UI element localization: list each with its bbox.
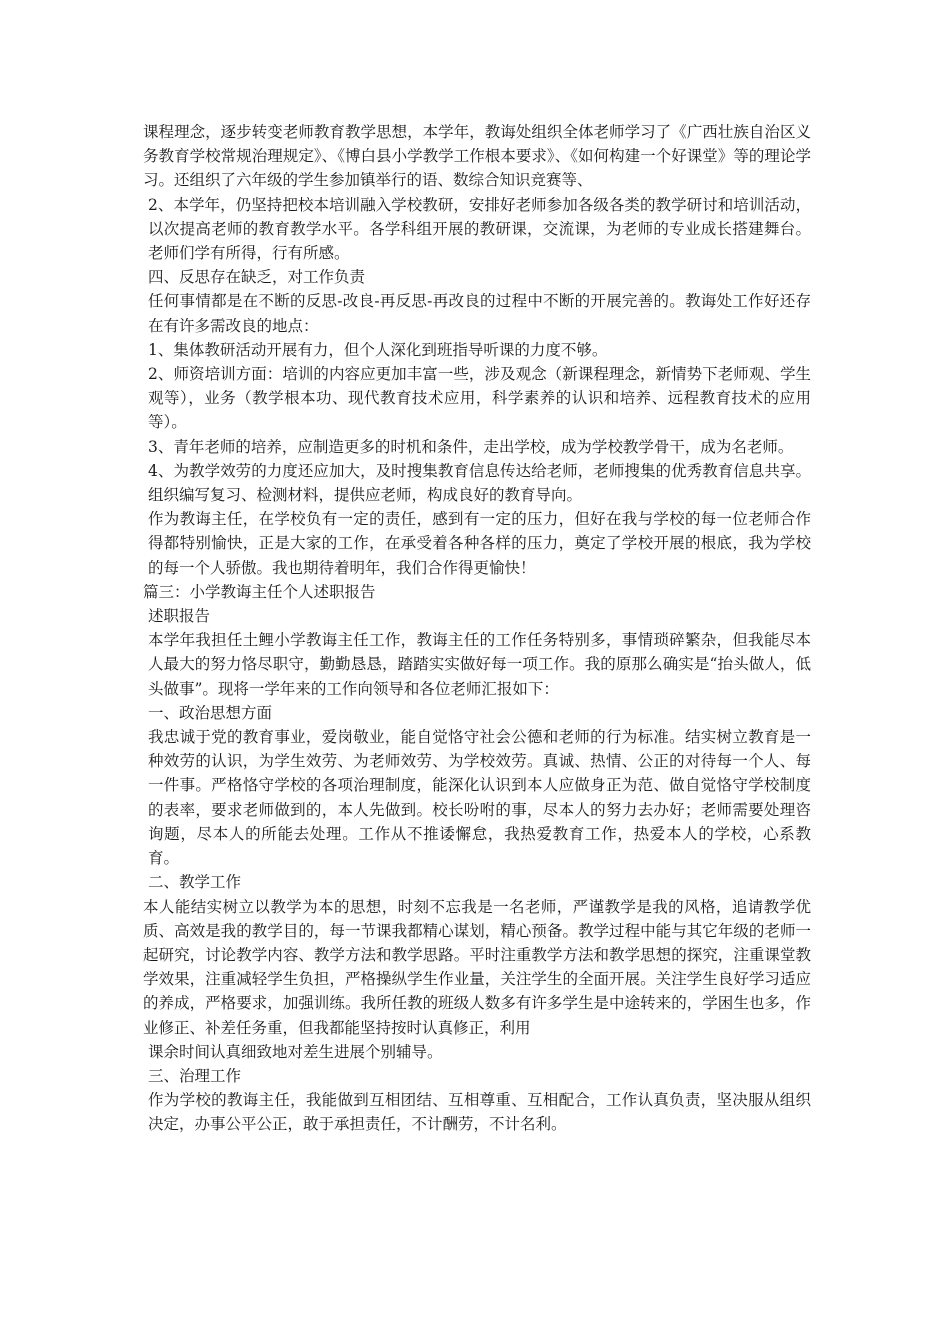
document-paragraph: 3、青年老师的培养，应制造更多的时机和条件，走出学校，成为学校教学骨干，成为名老师。 bbox=[148, 437, 794, 456]
document-paragraph: 篇三：小学教诲主任个人述职报告 bbox=[143, 582, 376, 601]
document-paragraph: 课余时间认真细致地对差生进展个别辅导。 bbox=[148, 1042, 443, 1061]
document-paragraph: 三、治理工作 bbox=[148, 1066, 242, 1085]
document-paragraph: 述职报告 bbox=[148, 607, 211, 626]
document-paragraph: 作为教诲主任，在学校负有一定的责任，感到有一定的压力，但好在我与学校的每一位老师合作得都特别愉快，正是大家的工作，在承受着各种各样的压力，奠定了学校开展的根底，我为学校的每一个人骄傲。我也期待着明年，我们合作得更愉快！ bbox=[148, 510, 811, 577]
document-paragraph: 2、师资培训方面：培训的内容应更加丰富一些，涉及观念（新课程理念，新情势下老师观、学生观等），业务（教学根本功、现代教育技术应用，科学素养的认识和培养、远程教育技术的应用等）。 bbox=[148, 365, 811, 432]
document-paragraph: 一、政治思想方面 bbox=[148, 703, 273, 722]
document-paragraph: 四、反思存在缺乏，对工作负责 bbox=[148, 268, 366, 287]
document-paragraph: 本学年我担任土鲤小学教诲主任工作，教诲主任的工作任务特别多，事情琐碎繁杂，但我能尽本人最大的努力恪尽职守，勤勤恳恳，踏踏实实做好每一项工作。我的原那么确实是“抬头做人，低头做事”。现将一学年来的工作向领导和各位老师汇报如下： bbox=[148, 631, 811, 698]
document-paragraph: 作为学校的教诲主任，我能做到互相团结、互相尊重、互相配合，工作认真负责，坚决服从组织决定，办事公平公正，敢于承担责任，不计酬劳，不计名利。 bbox=[148, 1091, 811, 1134]
document-paragraph: 二、教学工作 bbox=[148, 873, 242, 892]
document-paragraph: 课程理念，逐步转变老师教育教学思想，本学年，教诲处组织全体老师学习了《广西壮族自治区义务教育学校常规治理规定》、《博白县小学教学工作根本要求》、《如何构建一个好课堂》等的理论学习。还组织了六年级的学生参加镇举行的语、数综合知识竞赛等、 bbox=[143, 123, 811, 190]
document-body bbox=[143, 120, 811, 1137]
document-paragraph: 4、为教学效劳的力度还应加大，及时搜集教育信息传达给老师，老师搜集的优秀教育信息共享。组织编写复习、检测材料，提供应老师，构成良好的教育导向。 bbox=[148, 461, 811, 505]
document-paragraph: 本人能结实树立以教学为本的思想，时刻不忘我是一名老师，严谨教学是我的风格，追请教学优质、高效是我的教学目的，每一节课我都精心谋划，精心预备。教学过程中能与其它年级的老师一起研究，讨论教学内容、教学方法和教学思路。平时注重教学方法和教学思想的探究，注重课堂教学效果，注重减轻学生负担，严格操纵学生作业量，关注学生的全面开展。关注学生良好学习适应的养成，严格要求，加强训练。我所任教的班级人数多有许多学生是中途转来的，学困生也多，作业修正、补差任务重，但我都能坚持按时认真修正，利用 bbox=[143, 897, 811, 1037]
document-paragraph: 2、本学年，仍坚持把校本培训融入学校教研，安排好老师参加各级各类的教学研讨和培训活动，以次提高老师的教育教学水平。各学科组开展的教研课，交流课，为老师的专业成长搭建舞台。老师们学有所得，行有所感。 bbox=[148, 195, 811, 263]
document-paragraph: 1、集体教研活动开展有力，但个人深化到班指导听课的力度不够。 bbox=[148, 340, 608, 359]
document-paragraph: 我忠诚于党的教育事业，爱岗敬业，能自觉恪守社会公德和老师的行为标准。结实树立教育是一种效劳的认识，为学生效劳、为老师效劳、为学校效劳。真诚、热情、公正的对待每一个人、每一件事。严格恪守学校的各项治理制度，能深化认识到本人应做身正为范、做自觉恪守学校制度的表率，要求老师做到的，本人先做到。校长吩咐的事，尽本人的努力去办好；老师需要处理咨询题，尽本人的所能去处理。工作从不推诿懈怠，我热爱教育工作，热爱本人的学校，心系教育。 bbox=[148, 728, 811, 868]
document-paragraph: 任何事情都是在不断的反思-改良-再反思-再改良的过程中不断的开展完善的。教诲处工作好还存在有许多需改良的地点： bbox=[148, 292, 811, 335]
